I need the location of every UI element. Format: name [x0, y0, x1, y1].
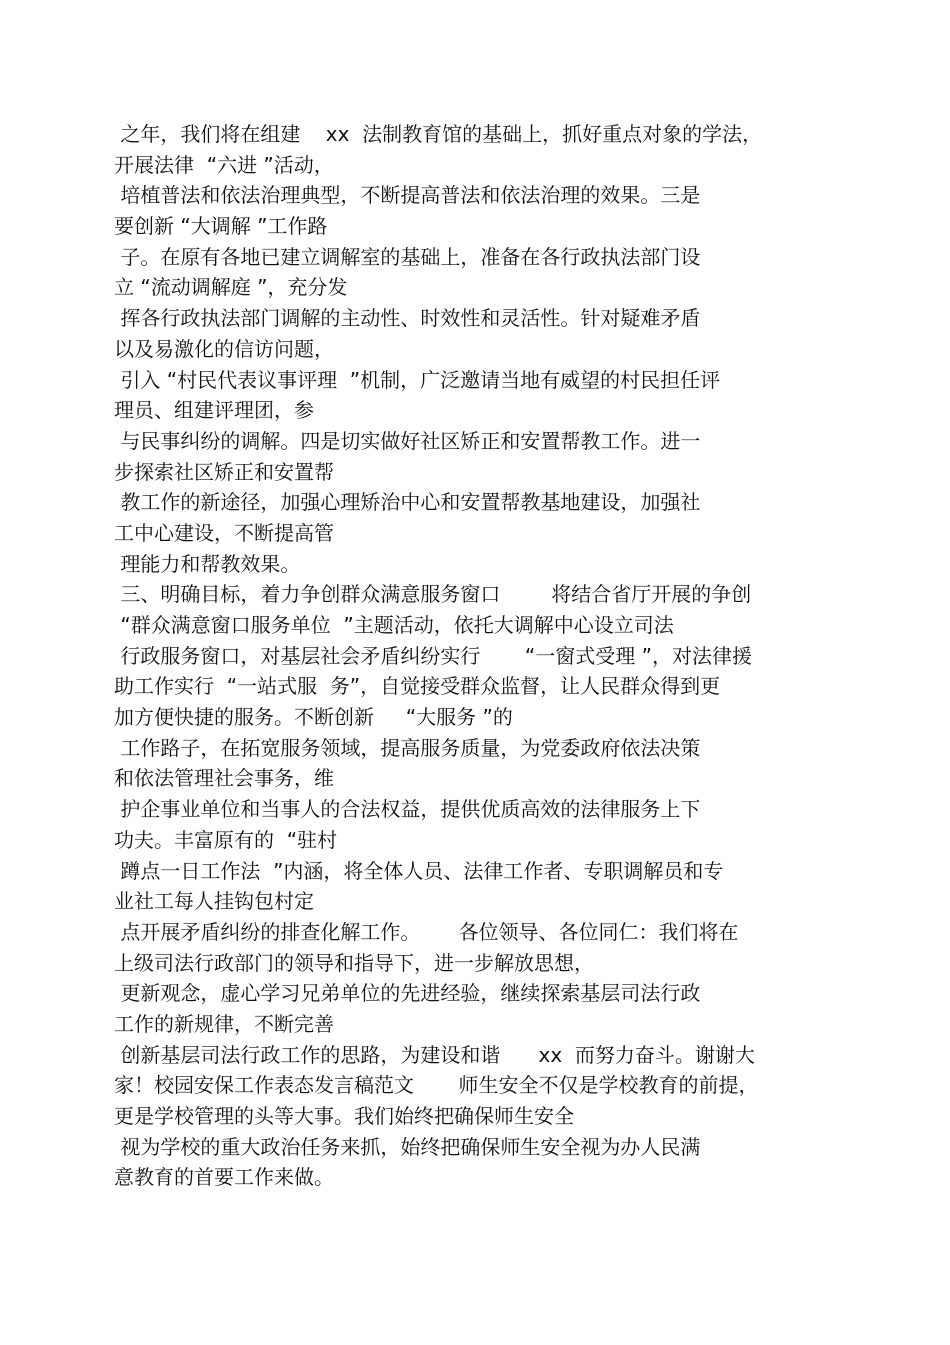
text-line: 业社工每人挂钩包村定 — [114, 889, 314, 914]
text-line: 护企事业单位和当事人的合法权益，提供优质高效的法律服务上下 — [114, 797, 701, 822]
text-line: 三、明确目标，着力争创群众满意服务窗口 将结合省厅开展的争创 — [114, 582, 752, 607]
text-line: 工中心建设，不断提高管 — [114, 520, 334, 545]
text-line: 步探索社区矫正和安置帮 — [114, 459, 334, 484]
text-line: 以及易激化的信访问题， — [114, 336, 334, 361]
text-line: 加方便快捷的服务。不断创新 “大服务 ”的 — [114, 705, 513, 730]
text-line: 要创新 “大调解 ”工作路 — [114, 214, 328, 239]
document-body — [114, 119, 834, 1193]
text-line: 工作的新规律，不断完善 — [114, 1011, 334, 1036]
text-line: 蹲点一日工作法 ”内涵，将全体人员、法律工作者、专职调解员和专 — [114, 858, 724, 883]
text-line: 上级司法行政部门的领导和指导下，进一步解放思想， — [114, 950, 594, 975]
text-line: 更是学校管理的头等大事。我们始终把确保师生安全 — [114, 1104, 574, 1128]
text-line: 和依法管理社会事务，维 — [114, 766, 334, 791]
text-line: 开展法律 “六进 ”活动， — [114, 152, 334, 177]
text-line: “群众满意窗口服务单位 ”主题活动，依托大调解中心设立司法 — [114, 613, 674, 637]
text-line: 更新观念，虚心学习兄弟单位的先进经验，继续探索基层司法行政 — [114, 981, 701, 1006]
text-line: 引入 “村民代表议事评理 ”机制，广泛邀请当地有威望的村民担任评 — [114, 367, 721, 392]
text-line: 功夫。丰富原有的 “驻村 — [114, 827, 338, 852]
text-line: 培植普法和依法治理典型，不断提高普法和依法治理的效果。三是 — [114, 183, 701, 208]
text-line: 创新基层司法行政工作的思路，为建设和谐 xx 而努力奋斗。谢谢大 — [114, 1042, 755, 1067]
text-line: 子。在原有各地已建立调解室的基础上，准备在各行政执法部门设 — [114, 244, 701, 269]
text-line: 视为学校的重大政治任务来抓，始终把确保师生安全视为办人民满 — [114, 1134, 701, 1159]
text-line: 意教育的首要工作来做。 — [114, 1165, 334, 1190]
text-line: 教工作的新途径，加强心理矫治中心和安置帮教基地建设，加强社 — [114, 490, 701, 515]
text-line: 理能力和帮教效果。 — [114, 551, 301, 576]
text-line: 理员、组建评理团，参 — [114, 398, 314, 423]
text-line: 与民事纠纷的调解。四是切实做好社区矫正和安置帮教工作。进一 — [114, 428, 701, 453]
text-line: 行政服务窗口，对基层社会矛盾纠纷实行 “一窗式受理 ”，对法律援 — [114, 643, 752, 668]
text-line: 家！校园安保工作表态发言稿范文 师生安全不仅是学校教育的前提， — [114, 1073, 759, 1098]
text-line: 工作路子，在拓宽服务领域，提高服务质量，为党委政府依法决策 — [114, 735, 701, 760]
text-line: 助工作实行 “一站式服 务”，自觉接受群众监督，让人民群众得到更 — [114, 674, 721, 699]
text-line: 之年，我们将在组建 xx 法制教育馆的基础上，抓好重点对象的学法， — [114, 122, 763, 146]
text-line: 点开展矛盾纠纷的排查化解工作。 各位领导、各位同仁：我们将在 — [114, 919, 739, 944]
text-line: 立 “流动调解庭 ”，充分发 — [114, 275, 348, 300]
text-line: 挥各行政执法部门调解的主动性、时效性和灵活性。针对疑难矛盾 — [114, 306, 701, 331]
